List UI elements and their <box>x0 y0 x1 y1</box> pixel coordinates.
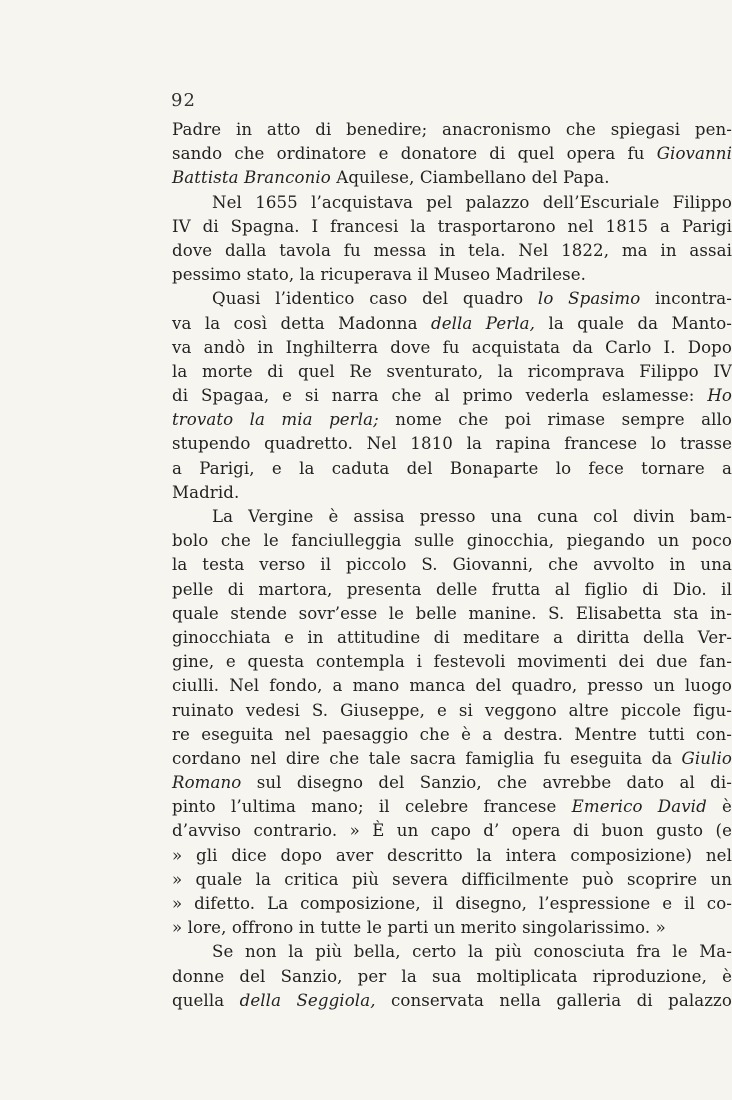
text-line: Nel 1655 l’acquistava pel palazzo dell’Escuriale Filippo <box>212 192 732 212</box>
text-line: ciulli. Nel fondo, a mano manca del quadro, presso un luogo <box>172 676 732 696</box>
text-line: Romano sul disegno del Sanzio, che avrebbe dato al di- <box>172 773 732 793</box>
text-line: Padre in atto di benedire; anacronismo che spiegasi pen- <box>172 120 732 139</box>
text-line: cordano nel dire che tale sacra famiglia fu eseguita da Giulio <box>172 748 732 768</box>
text-line: a Parigi, e la caduta del Bonaparte lo fece tornare a <box>172 458 732 478</box>
text-line: gine, e questa contempla i festevoli movimenti dei due fan- <box>172 652 732 672</box>
text-line: stupendo quadretto. Nel 1810 la rapina francese lo trasse <box>172 434 732 454</box>
text-line: Battista Branconio Aquilese, Ciambellano del Papa. <box>172 168 610 188</box>
text-line: bolo che le fanciulleggia sulle ginocchia, piegando un poco <box>172 531 732 551</box>
text-line: re eseguita nel paesaggio che è a destra. Mentre tutti con- <box>172 724 732 744</box>
text-line: » difetto. La composizione, il disegno, l’espressione e il co- <box>172 894 732 913</box>
text-line: » lore, offrono in tutte le parti un merito singolarissimo. » <box>172 918 666 938</box>
text-line: sando che ordinatore e donatore di quel opera fu Giovanni <box>172 144 732 164</box>
text-line: IV di Spagna. I francesi la trasportarono nel 1815 a Parigi <box>172 216 732 236</box>
text-line: dove dalla tavola fu messa in tela. Nel 1822, ma in assai <box>172 240 732 260</box>
page-text <box>172 118 732 1013</box>
text-line: pinto l’ultima mano; il celebre francese Emerico David è <box>172 797 732 817</box>
text-line: la morte di quel Re sventurato, la ricomprava Filippo IV <box>172 361 732 381</box>
text-line: va la così detta Madonna della Perla, la quale da Manto- <box>172 313 732 333</box>
text-line: donne del Sanzio, per la sua moltiplicata riproduzione, è <box>172 966 732 986</box>
page-number: 92 <box>171 90 196 111</box>
text-line: La Vergine è assisa presso una cuna col divin bam- <box>212 507 732 526</box>
text-line: » gli dice dopo aver descritto la intera composizione) nel <box>172 845 732 865</box>
text-line: ruinato vedesi S. Giuseppe, e si veggono altre piccole figu- <box>172 700 732 720</box>
text-line: d’avviso contrario. » È un capo d’ opera di buon gusto (e <box>172 821 732 841</box>
text-line: » quale la critica più severa difficilmente può scoprire un <box>172 869 732 889</box>
text-line: ginocchiata e in attitudine di meditare a diritta della Ver- <box>172 627 732 647</box>
text-line: quella della Seggiola, conservata nella galleria di palazzo <box>172 990 732 1010</box>
text-line: di Spagaa, e si narra che al primo vederla eslamesse: Ho <box>172 386 732 406</box>
text-line: la testa verso il piccolo S. Giovanni, che avvolto in una <box>172 555 732 575</box>
text-line: Se non la più bella, certo la più conosciuta fra le Ma- <box>212 942 732 962</box>
text-line: pelle di martora, presenta delle frutta al figlio di Dio. il <box>172 579 732 599</box>
text-line: quale stende sovr’esse le belle manine. S. Elisabetta sta in- <box>172 603 732 623</box>
text-line: Madrid. <box>172 482 240 502</box>
text-line: va andò in Inghilterra dove fu acquistata da Carlo I. Dopo <box>172 337 732 357</box>
text-line: pessimo stato, la ricuperava il Museo Madrilese. <box>172 265 587 285</box>
text-line: trovato la mia perla; nome che poi rimase sempre allo <box>172 410 732 430</box>
text-line: Quasi l’identico caso del quadro lo Spasimo incontra- <box>212 289 732 309</box>
